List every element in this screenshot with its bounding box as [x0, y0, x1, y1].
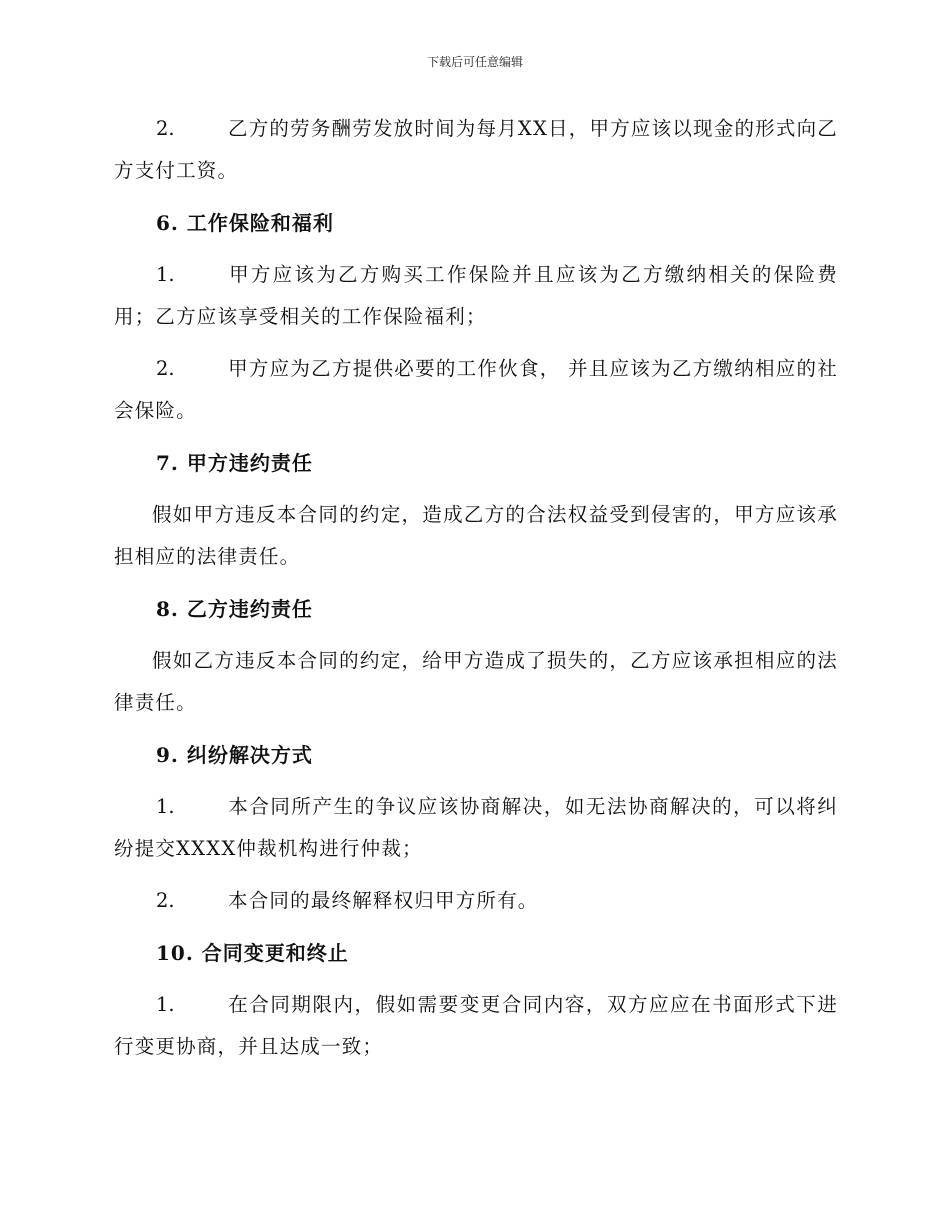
clause-6-item-2: [114, 348, 838, 432]
list-number: 2.: [156, 889, 175, 912]
document-body: [114, 108, 838, 1078]
list-number: 1.: [156, 263, 175, 286]
clause-text: 在合同期限内，假如需要变更合同内容，双方应应在书面形式下进行变更协商，并且达成一致；: [114, 993, 838, 1058]
list-number: 2.: [156, 357, 175, 380]
clause-text: 本合同所产生的争议应该协商解决，如无法协商解决的，可以将纠纷提交XXXX仲裁机构进行仲裁；: [114, 795, 838, 860]
section-heading-7: 7. 甲方违约责任: [156, 451, 313, 475]
clause-10-item-1: [114, 984, 838, 1068]
clause-9-item-2: [114, 880, 838, 922]
list-number: 1.: [156, 795, 175, 818]
page-header: 下载后可任意编辑: [426, 55, 523, 69]
section-heading-8: 8. 乙方违约责任: [156, 597, 313, 621]
section-heading-10: 10. 合同变更和终止: [156, 941, 349, 965]
clause-7-text: 假如甲方违反本合同的约定，造成乙方的合法权益受到侵害的，甲方应该承担相应的法律责任。: [114, 503, 838, 568]
clause-6-item-1: [114, 254, 838, 338]
clause-9-item-1: [114, 786, 838, 870]
list-number: 2.: [156, 117, 175, 140]
section-heading-6: 6. 工作保险和福利: [156, 211, 334, 235]
clause-5-item-2: [114, 108, 838, 192]
clause-text: 本合同的最终解释权归甲方所有。: [228, 889, 539, 912]
section-heading-9: 9. 纠纷解决方式: [156, 743, 313, 767]
clause-text: 甲方应为乙方提供必要的工作伙食， 并且应该为乙方缴纳相应的社会保险。: [114, 357, 838, 422]
clause-text: 甲方应该为乙方购买工作保险并且应该为乙方缴纳相关的保险费用；乙方应该享受相关的工作保险福利；: [114, 263, 838, 328]
clause-text: 乙方的劳务酬劳发放时间为每月XX日，甲方应该以现金的形式向乙方支付工资。: [114, 117, 838, 182]
clause-8-text: 假如乙方违反本合同的约定，给甲方造成了损失的，乙方应该承担相应的法律责任。: [114, 649, 838, 714]
list-number: 1.: [156, 993, 175, 1016]
